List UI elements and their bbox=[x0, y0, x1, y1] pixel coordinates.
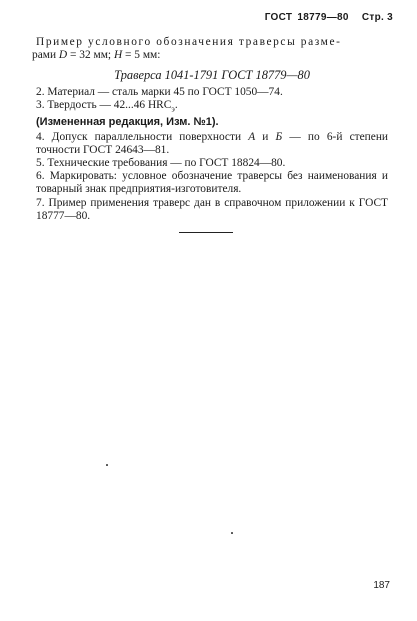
parallel-and: и bbox=[255, 130, 276, 143]
section-divider bbox=[179, 232, 233, 233]
hardness-end: . bbox=[174, 98, 178, 111]
parallel-text-b: — по 6-й степени точности ГОСТ 24643—81. bbox=[36, 130, 389, 156]
page-header bbox=[265, 12, 393, 23]
dimension-d-letter: D bbox=[58, 49, 68, 62]
item-material: 2. Материал — сталь марки 45 по ГОСТ 1050—74. bbox=[36, 85, 283, 98]
designation-example: Траверса 1041-1791 ГОСТ 18779—80 bbox=[114, 68, 310, 83]
scan-speck bbox=[231, 532, 233, 534]
item-parallelism bbox=[36, 131, 388, 157]
parallel-text-a: 4. Допуск параллельности поверхности bbox=[36, 130, 249, 143]
surface-a-letter: А bbox=[248, 130, 256, 143]
header-standard: ГОСТ bbox=[264, 12, 293, 23]
header-code: 18779—80 bbox=[297, 12, 349, 23]
example-line-2: рами bbox=[32, 49, 59, 62]
item-technical: 5. Технические требования — по ГОСТ 18824—80. bbox=[36, 156, 286, 169]
item-usage: 7. Пример применения траверс дан в справочном приложении к ГОСТ 18777—80. bbox=[36, 196, 388, 222]
dimension-d-value: = 32 мм; bbox=[67, 49, 114, 62]
hardness-subscript: э bbox=[171, 104, 175, 114]
edition-note: (Измененная редакция, Изм. №1). bbox=[36, 116, 219, 129]
scan-speck bbox=[106, 464, 108, 466]
page-number: 187 bbox=[373, 580, 390, 591]
document-body bbox=[32, 36, 389, 223]
dimension-h-letter: H bbox=[113, 49, 123, 62]
item-marking: 6. Маркировать: условное обозначение траверсы без наименования и товарный знак предприятия-изготовителя. bbox=[36, 170, 388, 196]
item-hardness bbox=[36, 99, 388, 115]
example-intro bbox=[36, 36, 388, 49]
hardness-text: 3. Твердость — 42...46 HRC bbox=[36, 98, 172, 111]
header-page: Стр. 3 bbox=[361, 12, 393, 23]
dimension-h-value: = 5 мм: bbox=[122, 49, 161, 62]
example-dimensions bbox=[32, 49, 388, 62]
example-line-1: Пример условного обозначения траверсы разме- bbox=[36, 36, 342, 48]
surface-b-letter: Б bbox=[275, 130, 283, 143]
